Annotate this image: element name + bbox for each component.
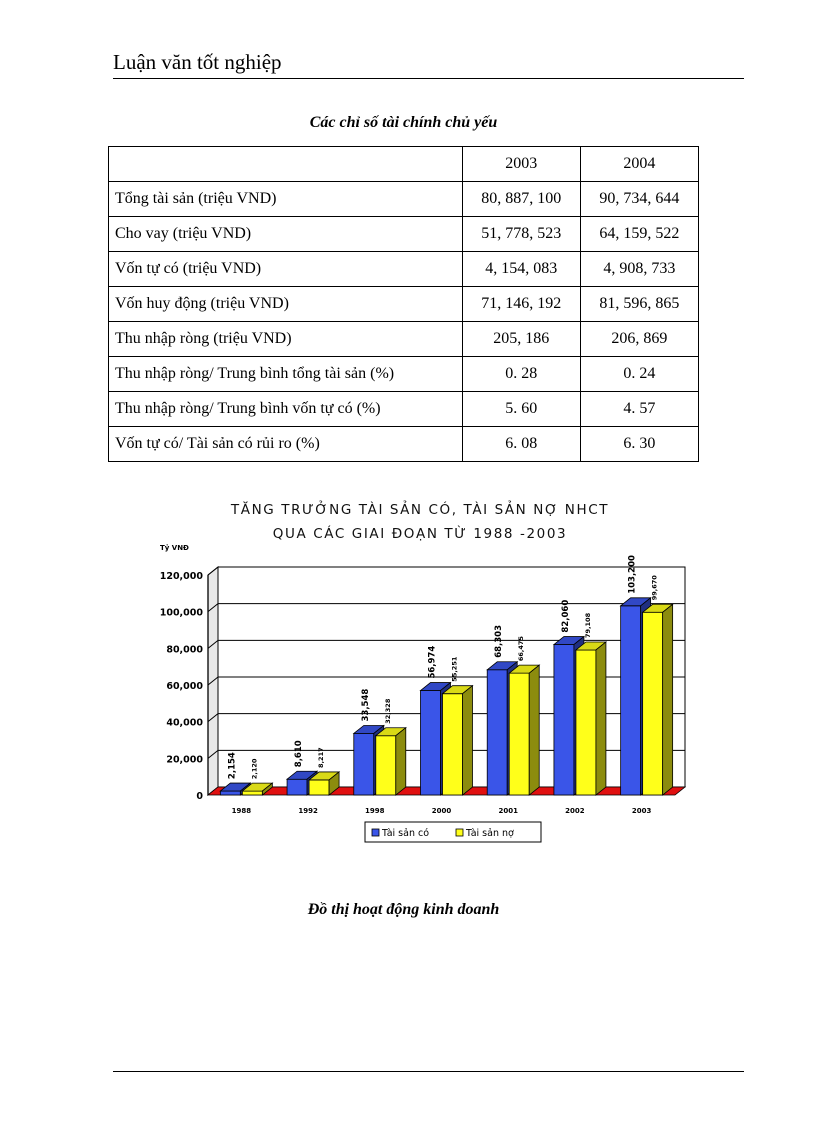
header-cell-2004: 2004 <box>580 147 698 182</box>
table-row <box>109 427 699 462</box>
table-header-row <box>109 147 699 182</box>
header-cell-blank <box>109 147 463 182</box>
cell-2003: 4, 154, 083 <box>462 252 580 287</box>
cell-2003: 0. 28 <box>462 357 580 392</box>
table-row <box>109 357 699 392</box>
cell-2003: 80, 887, 100 <box>462 182 580 217</box>
y-tick-label: 60,000 <box>166 681 203 692</box>
bar-front <box>376 736 396 795</box>
data-label: 55,251 <box>450 656 459 682</box>
data-label: 8,217 <box>317 747 326 768</box>
bar-front <box>487 670 507 795</box>
bar-front <box>643 612 663 795</box>
row-label: Thu nhập ròng/ Trung bình tổng tài sản (%) <box>109 357 463 392</box>
bar-side <box>596 642 606 795</box>
bar-front <box>421 691 441 795</box>
header-cell-2003: 2003 <box>462 147 580 182</box>
row-label: Tổng tài sản (triệu VND) <box>109 182 463 217</box>
y-axis-label: Tỷ VNĐ <box>160 544 189 552</box>
header-divider <box>113 78 744 79</box>
cell-2004: 206, 869 <box>580 322 698 357</box>
y-tick-label: 120,000 <box>159 571 203 582</box>
legend-swatch <box>372 829 379 836</box>
legend-label: Tài sản nợ <box>466 828 514 839</box>
y-tick-label: 0 <box>196 791 203 802</box>
cell-2003: 205, 186 <box>462 322 580 357</box>
x-tick-label: 1998 <box>365 807 385 815</box>
cell-2004: 4. 57 <box>580 392 698 427</box>
data-label: 79,108 <box>583 612 592 638</box>
data-label: 2,154 <box>227 752 238 780</box>
bar-front <box>621 606 641 795</box>
chart-title-line1: TĂNG TRƯỞNG TÀI SẢN CÓ, TÀI SẢN NỢ NHCT <box>230 502 610 518</box>
chart-title-line2: QUA CÁC GIAI ĐOẠN TỪ 1988 -2003 <box>272 526 568 542</box>
data-label: 99,670 <box>650 575 659 601</box>
x-tick-label: 2003 <box>631 807 652 815</box>
cell-2004: 6. 30 <box>580 427 698 462</box>
footer-divider <box>113 1071 744 1072</box>
bar-front <box>220 791 240 795</box>
asset-growth-chart <box>140 490 700 860</box>
row-label: Vốn tự có (triệu VND) <box>109 252 463 287</box>
cell-2004: 90, 734, 644 <box>580 182 698 217</box>
bar-tài-sản-nợ-2000 <box>443 686 473 795</box>
cell-2003: 5. 60 <box>462 392 580 427</box>
table-row <box>109 322 699 357</box>
data-label: 56,974 <box>427 645 438 679</box>
bar-front <box>354 733 374 795</box>
chart-canvas <box>140 490 700 860</box>
bar-front <box>309 780 329 795</box>
bar-tài-sản-nợ-2001 <box>509 665 539 795</box>
table-row <box>109 392 699 427</box>
data-label: 68,303 <box>494 624 505 658</box>
data-label: 8,610 <box>294 740 305 768</box>
bar-front <box>554 645 574 795</box>
bar-side <box>396 728 406 795</box>
data-label: 32,328 <box>383 698 392 724</box>
data-label: 66,475 <box>517 636 526 662</box>
cell-2004: 81, 596, 865 <box>580 287 698 322</box>
bar-side <box>663 604 673 795</box>
bar-front <box>287 779 307 795</box>
cell-2004: 4, 908, 733 <box>580 252 698 287</box>
legend-label: Tài sản có <box>382 828 430 839</box>
table-title: Các chỉ số tài chính chủ yếu <box>309 114 498 131</box>
table-row <box>109 182 699 217</box>
y-tick-label: 80,000 <box>166 644 203 656</box>
x-tick-label: 2002 <box>565 807 585 815</box>
data-label: 2,120 <box>250 758 259 780</box>
table-row <box>109 217 699 252</box>
financial-indicators-table <box>108 146 699 462</box>
row-label: Thu nhập ròng (triệu VND) <box>109 322 463 357</box>
bar-side <box>463 686 473 795</box>
x-tick-label: 2001 <box>498 807 518 815</box>
bar-tài-sản-nợ-2002 <box>576 642 606 795</box>
bar-tài-sản-nợ-1998 <box>376 728 406 795</box>
row-label: Thu nhập ròng/ Trung bình vốn tự có (%) <box>109 392 463 427</box>
y-tick-label: 100,000 <box>159 607 203 619</box>
bar-side <box>529 665 539 795</box>
bar-front <box>576 650 596 795</box>
x-tick-label: 2000 <box>431 807 452 815</box>
legend-swatch <box>456 829 463 836</box>
x-tick-label: 1992 <box>298 807 318 815</box>
bar-front <box>509 673 529 795</box>
cell-2004: 0. 24 <box>580 357 698 392</box>
x-tick-label: 1988 <box>231 807 252 815</box>
bar-front <box>443 694 463 795</box>
data-label: 82,060 <box>560 599 571 633</box>
row-label: Vốn tự có/ Tài sản có rủi ro (%) <box>109 427 463 462</box>
page-header-title: Luận văn tốt nghiệp <box>113 50 282 74</box>
y-tick-label: 20,000 <box>166 754 203 766</box>
bar-tài-sản-nợ-2003 <box>643 604 673 795</box>
bar-front <box>242 791 262 795</box>
cell-2003: 51, 778, 523 <box>462 217 580 252</box>
data-label: 103,200 <box>627 555 638 594</box>
cell-2003: 6. 08 <box>462 427 580 462</box>
table-row <box>109 287 699 322</box>
cell-2003: 71, 146, 192 <box>462 287 580 322</box>
y-tick-label: 40,000 <box>166 717 203 729</box>
row-label: Vốn huy động (triệu VND) <box>109 287 463 322</box>
chart-caption: Đồ thị hoạt động kinh doanh <box>307 901 500 918</box>
table-row <box>109 252 699 287</box>
cell-2004: 64, 159, 522 <box>580 217 698 252</box>
row-label: Cho vay (triệu VND) <box>109 217 463 252</box>
data-label: 33,548 <box>360 688 371 722</box>
